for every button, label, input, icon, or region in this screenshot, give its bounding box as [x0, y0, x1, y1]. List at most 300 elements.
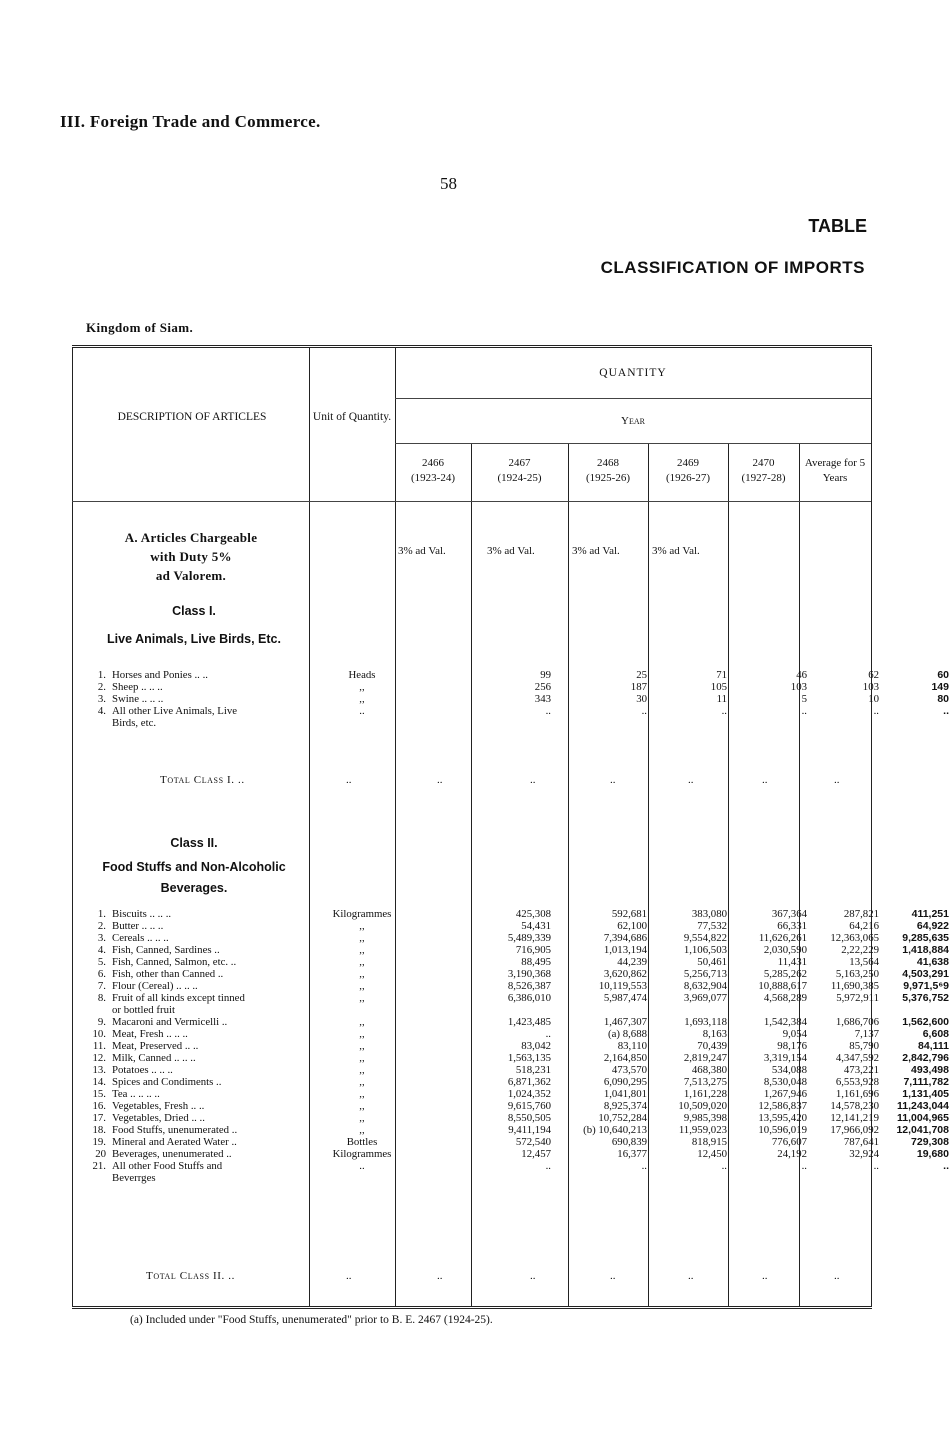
row-value: 1,686,706	[835, 1016, 879, 1028]
table-row	[80, 693, 949, 705]
row-value: 11,431	[777, 956, 807, 968]
table-row	[80, 669, 949, 681]
row-unit: ,,	[359, 1064, 365, 1076]
row-description: Vegetables, Fresh .. ..	[112, 1100, 205, 1112]
row-value: 10	[868, 693, 879, 705]
row-value: 85,790	[849, 1040, 879, 1052]
table-label: TABLE	[808, 216, 867, 236]
row-value: 10,119,553	[598, 980, 647, 992]
year-be: 2469	[677, 457, 699, 469]
row-average: 80	[937, 693, 949, 705]
row-average: 493,498	[911, 1064, 949, 1076]
row-value: 287,821	[843, 908, 879, 920]
row-value: 3,969,077	[683, 992, 727, 1004]
row-value: 13,564	[849, 956, 879, 968]
table-row	[80, 956, 949, 968]
row-number: 18.	[92, 1124, 106, 1136]
row-average: 12,041,708	[896, 1124, 949, 1136]
row-value: 473,570	[611, 1064, 647, 1076]
row-average: 729,308	[911, 1136, 949, 1148]
ad-val-note: 3% ad Val.	[652, 545, 700, 557]
row-unit: ,,	[359, 1016, 365, 1028]
row-description: Fish, Canned, Salmon, etc. ..	[112, 956, 237, 968]
row-description: All other Food Stuffs and	[112, 1160, 223, 1172]
row-value: 103	[862, 681, 879, 693]
row-value: 10,888,617	[758, 980, 807, 992]
row-unit: ,,	[359, 1112, 365, 1124]
table-row	[80, 908, 949, 920]
row-value: 12,586,837	[758, 1100, 807, 1112]
row-number: 3.	[97, 693, 106, 705]
row-description: Beverrges	[112, 1172, 156, 1184]
header-year: Year	[621, 415, 645, 427]
row-value: 7,394,686	[603, 932, 647, 944]
row-value: 572,540	[515, 1136, 551, 1148]
row-average: 4,503,291	[902, 968, 949, 980]
row-value: 1,161,696	[835, 1088, 879, 1100]
row-description: Meat, Preserved .. ..	[112, 1040, 199, 1052]
row-value: 12,363,065	[830, 932, 879, 944]
row-value: 1,041,801	[603, 1088, 647, 1100]
table-row	[80, 1088, 949, 1100]
year-be: 2467	[508, 457, 531, 469]
total-placeholder: ..	[346, 774, 352, 786]
row-number: 19.	[92, 1136, 106, 1148]
row-value: 2,030,590	[763, 944, 807, 956]
row-value: 473,221	[843, 1064, 879, 1076]
row-average: 60	[937, 669, 949, 681]
row-description: Mineral and Aerated Water ..	[112, 1136, 237, 1148]
row-number: 14.	[92, 1076, 106, 1088]
row-value: 1,106,503	[683, 944, 727, 956]
row-value: 3,190,368	[507, 968, 551, 980]
row-value: 83,042	[521, 1040, 551, 1052]
row-value: 62	[868, 669, 879, 681]
row-average: 6,608	[922, 1028, 949, 1040]
row-value: 14,578,230	[830, 1100, 879, 1112]
row-number: 17.	[92, 1112, 106, 1124]
row-average: 7,111,782	[903, 1076, 949, 1088]
row-value: 1,563,135	[507, 1052, 551, 1064]
row-average: 1,418,884	[902, 944, 949, 956]
row-value: 9,985,398	[683, 1112, 727, 1124]
total-placeholder: ..	[762, 1270, 768, 1282]
row-value: 187	[630, 681, 647, 693]
table-row	[80, 705, 949, 717]
row-average: 11,004,965	[897, 1112, 949, 1124]
year-col	[568, 456, 648, 486]
row-value: 2,22,229	[841, 944, 879, 956]
row-value: 425,308	[515, 908, 551, 920]
class-1-subtitle: Live Animals, Live Birds, Etc.	[107, 632, 281, 646]
row-value: (a) 8,688	[608, 1028, 647, 1040]
table-row	[80, 1028, 949, 1040]
row-value: 367,364	[771, 908, 807, 920]
row-value: 5,163,250	[835, 968, 879, 980]
class-2-subtitle-line: Beverages.	[160, 881, 228, 895]
row-value: 9,615,760	[507, 1100, 551, 1112]
row-value: ..	[641, 705, 647, 717]
row-average: ..	[943, 705, 949, 717]
row-description: Biscuits .. .. ..	[112, 908, 172, 920]
total-placeholder: ..	[437, 1270, 443, 1282]
table-row	[80, 944, 949, 956]
row-average: 41,638	[916, 956, 949, 968]
row-description: Cereals .. .. ..	[112, 932, 169, 944]
row-value: 25	[636, 669, 647, 681]
row-number: 3.	[97, 932, 106, 944]
row-value: 24,192	[777, 1148, 807, 1160]
total-placeholder: ..	[530, 1270, 536, 1282]
row-value: 8,163	[702, 1028, 727, 1040]
table-row	[80, 1172, 872, 1184]
header-unit: Unit of Quantity.	[312, 411, 392, 423]
row-value: 9,054	[782, 1028, 807, 1040]
row-description: Milk, Canned .. .. ..	[112, 1052, 196, 1064]
row-value: 3,319,154	[763, 1052, 807, 1064]
row-value: 8,632,904	[683, 980, 727, 992]
row-value: 7,137	[854, 1028, 879, 1040]
row-value: 1,013,194	[603, 944, 647, 956]
row-value: 690,839	[611, 1136, 647, 1148]
row-number: 9.	[97, 1016, 106, 1028]
row-value: 5	[801, 693, 807, 705]
row-description: Birds, etc.	[112, 717, 157, 729]
row-value: 83,110	[617, 1040, 647, 1052]
class-1-title: Class I.	[172, 604, 216, 618]
header-rule	[395, 398, 871, 399]
row-value: 12,450	[697, 1148, 727, 1160]
row-value: 16,377	[617, 1148, 647, 1160]
header-bottom-rule	[72, 501, 871, 502]
row-value: 12,457	[521, 1148, 551, 1160]
row-value: 534,088	[771, 1064, 807, 1076]
total-placeholder: ..	[530, 774, 536, 786]
year-ce: (1927-28)	[741, 472, 786, 484]
row-value: 468,380	[691, 1064, 727, 1076]
table-row	[80, 980, 949, 992]
row-value: 518,231	[515, 1064, 551, 1076]
class-1-total-label: Total Class I. ..	[160, 774, 245, 786]
table-row	[80, 1064, 949, 1076]
row-average: 149	[931, 681, 949, 693]
total-placeholder: ..	[688, 774, 694, 786]
ad-val-note: 3% ad Val.	[572, 545, 620, 557]
row-unit: ..	[359, 705, 365, 717]
row-value: 5,489,339	[507, 932, 551, 944]
row-value: 8,550,505	[507, 1112, 551, 1124]
table-row	[80, 717, 872, 729]
row-unit: Kilogrammes	[332, 1148, 392, 1160]
row-value: 46	[796, 669, 807, 681]
row-value: 776,607	[771, 1136, 807, 1148]
row-value: 1,161,228	[683, 1088, 727, 1100]
row-average: 19,680	[916, 1148, 949, 1160]
table-row	[80, 1112, 949, 1124]
row-number: 2.	[97, 920, 106, 932]
row-value: 6,871,362	[507, 1076, 551, 1088]
row-number: 1.	[97, 669, 106, 681]
row-value: 32,924	[849, 1148, 879, 1160]
section-heading: III. Foreign Trade and Commerce.	[60, 112, 321, 131]
row-value: 818,915	[691, 1136, 727, 1148]
row-unit: ,,	[359, 920, 365, 932]
row-value: 5,256,713	[683, 968, 727, 980]
year-be: 2470	[752, 457, 775, 469]
total-placeholder: ..	[834, 1270, 840, 1282]
row-value: 592,681	[611, 908, 647, 920]
row-value: 6,386,010	[507, 992, 551, 1004]
row-description: Horses and Ponies .. ..	[112, 669, 208, 681]
row-value: 3,620,862	[603, 968, 647, 980]
row-value: (b) 10,640,213	[583, 1124, 647, 1136]
row-number: 10.	[92, 1028, 106, 1040]
row-number: 20	[95, 1148, 106, 1160]
row-number: 1.	[97, 908, 106, 920]
header-quantity: QUANTITY	[599, 367, 667, 379]
row-value: 10,509,020	[678, 1100, 727, 1112]
row-value: 1,267,946	[763, 1088, 807, 1100]
row-number: 5.	[97, 956, 106, 968]
row-description: Potatoes .. .. ..	[112, 1064, 173, 1076]
row-unit: ,,	[359, 968, 365, 980]
table-row	[80, 1148, 949, 1160]
row-value: 98,176	[777, 1040, 807, 1052]
row-number: 11.	[92, 1040, 106, 1052]
row-unit: ,,	[359, 1052, 365, 1064]
table-left-border	[72, 348, 73, 1306]
row-unit: ..	[359, 1160, 365, 1172]
row-value: 1,423,485	[507, 1016, 551, 1028]
row-value: 50,461	[697, 956, 727, 968]
table-row	[80, 1076, 949, 1088]
row-value: 11,959,023	[678, 1124, 727, 1136]
row-value: 5,972,911	[836, 992, 879, 1004]
row-description: Flour (Cereal) .. .. ..	[112, 980, 198, 992]
table-row	[80, 932, 949, 944]
row-value: 256	[534, 681, 551, 693]
kingdom-label: Kingdom of Siam.	[86, 320, 194, 335]
footnote: (a) Included under "Food Stuffs, unenumerated" prior to B. E. 2467 (1924-25).	[130, 1314, 493, 1326]
row-value: ..	[721, 1160, 727, 1172]
row-description: Butter .. .. ..	[112, 920, 164, 932]
section-a-title	[82, 528, 300, 585]
row-unit: ,,	[359, 1028, 365, 1040]
row-number: 4.	[97, 944, 106, 956]
row-unit: ,,	[359, 992, 365, 1004]
row-number: 16.	[92, 1100, 106, 1112]
row-average: 2,842,796	[902, 1052, 949, 1064]
total-placeholder: ..	[346, 1270, 352, 1282]
row-number: 15.	[92, 1088, 106, 1100]
total-placeholder: ..	[688, 1270, 694, 1282]
row-average: 9,285,635	[902, 932, 949, 944]
row-unit: ,,	[359, 980, 365, 992]
row-description: Beverages, unenumerated ..	[112, 1148, 232, 1160]
total-placeholder: ..	[834, 774, 840, 786]
row-value: 103	[790, 681, 807, 693]
row-average: 64,922	[916, 920, 949, 932]
table-row	[80, 1136, 949, 1148]
row-description: Vegetables, Dried .. ..	[112, 1112, 205, 1124]
page-number: 58	[440, 174, 457, 193]
row-value: 77,532	[697, 920, 727, 932]
year-be: 2466	[422, 457, 444, 469]
row-value: 88,495	[521, 956, 551, 968]
row-value: ..	[545, 1160, 551, 1172]
row-value: 62,100	[617, 920, 647, 932]
year-be: 2468	[597, 457, 619, 469]
row-value: 13,595,420	[758, 1112, 807, 1124]
row-value: 1,693,118	[684, 1016, 727, 1028]
total-placeholder: ..	[610, 774, 616, 786]
year-col	[648, 456, 728, 486]
row-value: 70,439	[697, 1040, 727, 1052]
row-value: 9,411,194	[508, 1124, 551, 1136]
row-value: 10,596,019	[758, 1124, 807, 1136]
table-title: CLASSIFICATION OF IMPORTS	[600, 258, 865, 277]
row-value: 11	[716, 693, 727, 705]
table-row	[80, 1160, 949, 1172]
row-value: 6,090,295	[603, 1076, 647, 1088]
row-value: 343	[534, 693, 551, 705]
year-ce: (1923-24)	[411, 472, 455, 484]
table-row	[80, 992, 949, 1004]
class-2-title: Class II.	[170, 836, 218, 850]
class-2-subtitle-line: Food Stuffs and Non-Alcoholic	[102, 860, 286, 874]
year-ce: (1925-26)	[586, 472, 630, 484]
ad-val-note: 3% ad Val.	[487, 545, 535, 557]
row-average: 11,243,044	[897, 1100, 949, 1112]
row-value: 71	[716, 669, 727, 681]
row-value: 1,542,384	[763, 1016, 807, 1028]
row-value: 54,431	[521, 920, 551, 932]
header-description: DESCRIPTION OF ARTICLES	[117, 411, 267, 423]
row-value: 30	[636, 693, 647, 705]
row-value: ..	[873, 705, 879, 717]
table-row	[80, 1052, 949, 1064]
row-value: 17,966,092	[830, 1124, 879, 1136]
table-row	[80, 1004, 872, 1016]
year-ce: (1924-25)	[497, 472, 542, 484]
row-value: 7,513,275	[683, 1076, 727, 1088]
section-a-line: ad Valorem.	[155, 568, 227, 583]
row-average: 1,562,600	[902, 1016, 949, 1028]
row-number: 12.	[92, 1052, 106, 1064]
row-unit: Kilogrammes	[332, 908, 392, 920]
row-average: ..	[943, 1160, 949, 1172]
row-value: 4,347,592	[835, 1052, 879, 1064]
row-description: Fish, other than Canned ..	[112, 968, 224, 980]
year-ce: (1926-27)	[666, 472, 710, 484]
year-col	[395, 456, 471, 486]
row-value: 6,553,928	[835, 1076, 879, 1088]
row-average: 5,376,752	[902, 992, 949, 1004]
row-description: Swine .. .. ..	[112, 693, 164, 705]
class-2-total-label: Total Class II. ..	[146, 1270, 235, 1282]
section-a-line: A. Articles Chargeable	[124, 530, 258, 545]
table-row	[80, 1100, 949, 1112]
row-unit: ,,	[359, 1076, 365, 1088]
row-description: Macaroni and Vermicelli ..	[112, 1016, 228, 1028]
row-unit: ,,	[359, 693, 365, 705]
row-value: 5,987,474	[603, 992, 647, 1004]
row-description: Food Stuffs, unenumerated ..	[112, 1124, 238, 1136]
table-row	[80, 968, 949, 980]
row-value: 10,752,284	[598, 1112, 647, 1124]
row-number: 6.	[97, 968, 106, 980]
row-unit: ,,	[359, 932, 365, 944]
row-description: Meat, Fresh .. .. ..	[112, 1028, 188, 1040]
row-description: All other Live Animals, Live	[112, 705, 238, 717]
row-value: 1,467,307	[603, 1016, 647, 1028]
row-unit: Heads	[348, 669, 376, 681]
header-average: Average for 5 Years	[804, 457, 866, 484]
row-description: or bottled fruit	[112, 1004, 175, 1016]
row-value: 787,641	[843, 1136, 879, 1148]
row-value: 8,526,387	[507, 980, 551, 992]
row-value: 716,905	[515, 944, 551, 956]
row-unit: ,,	[359, 1124, 365, 1136]
row-description: Spices and Condiments ..	[112, 1076, 222, 1088]
row-unit: ,,	[359, 944, 365, 956]
total-placeholder: ..	[762, 774, 768, 786]
row-value: ..	[873, 1160, 879, 1172]
class-2-subtitle	[80, 857, 308, 899]
row-description: Sheep .. .. ..	[112, 681, 163, 693]
table-row	[80, 1124, 949, 1136]
row-value: 105	[710, 681, 727, 693]
row-value: 64,216	[849, 920, 879, 932]
row-number: 2.	[97, 681, 106, 693]
row-value: 5,285,262	[763, 968, 807, 980]
row-value: 99	[540, 669, 551, 681]
row-unit: Bottles	[346, 1136, 378, 1148]
row-unit: ,,	[359, 956, 365, 968]
row-unit: ,,	[359, 1100, 365, 1112]
row-value: 383,080	[691, 908, 727, 920]
header-rule	[395, 443, 871, 444]
row-number: 13.	[92, 1064, 106, 1076]
row-average: 84,111	[918, 1040, 949, 1052]
row-number: 21.	[92, 1160, 106, 1172]
row-average: 411,251	[911, 908, 949, 920]
row-value: 11,626,261	[758, 932, 807, 944]
row-value: 2,164,850	[603, 1052, 647, 1064]
row-value: 9,554,822	[683, 932, 727, 944]
row-value: 2,819,247	[683, 1052, 727, 1064]
row-value: 8,925,374	[603, 1100, 647, 1112]
row-number: 7.	[97, 980, 106, 992]
row-value: ..	[545, 705, 551, 717]
ad-val-note: 3% ad Val.	[398, 545, 446, 557]
total-placeholder: ..	[610, 1270, 616, 1282]
row-value: 66,331	[777, 920, 807, 932]
row-value: 12,141,219	[830, 1112, 879, 1124]
row-value: ..	[545, 1028, 551, 1040]
row-value: 4,568,289	[763, 992, 807, 1004]
row-value: 8,530,048	[763, 1076, 807, 1088]
row-average: 1,131,405	[902, 1088, 949, 1100]
total-placeholder: ..	[437, 774, 443, 786]
row-value: ..	[641, 1160, 647, 1172]
row-value: ..	[801, 1160, 807, 1172]
row-unit: ,,	[359, 681, 365, 693]
row-unit: ,,	[359, 1040, 365, 1052]
table-row	[80, 1040, 949, 1052]
row-number: 4.	[97, 705, 106, 717]
table-row	[80, 681, 949, 693]
